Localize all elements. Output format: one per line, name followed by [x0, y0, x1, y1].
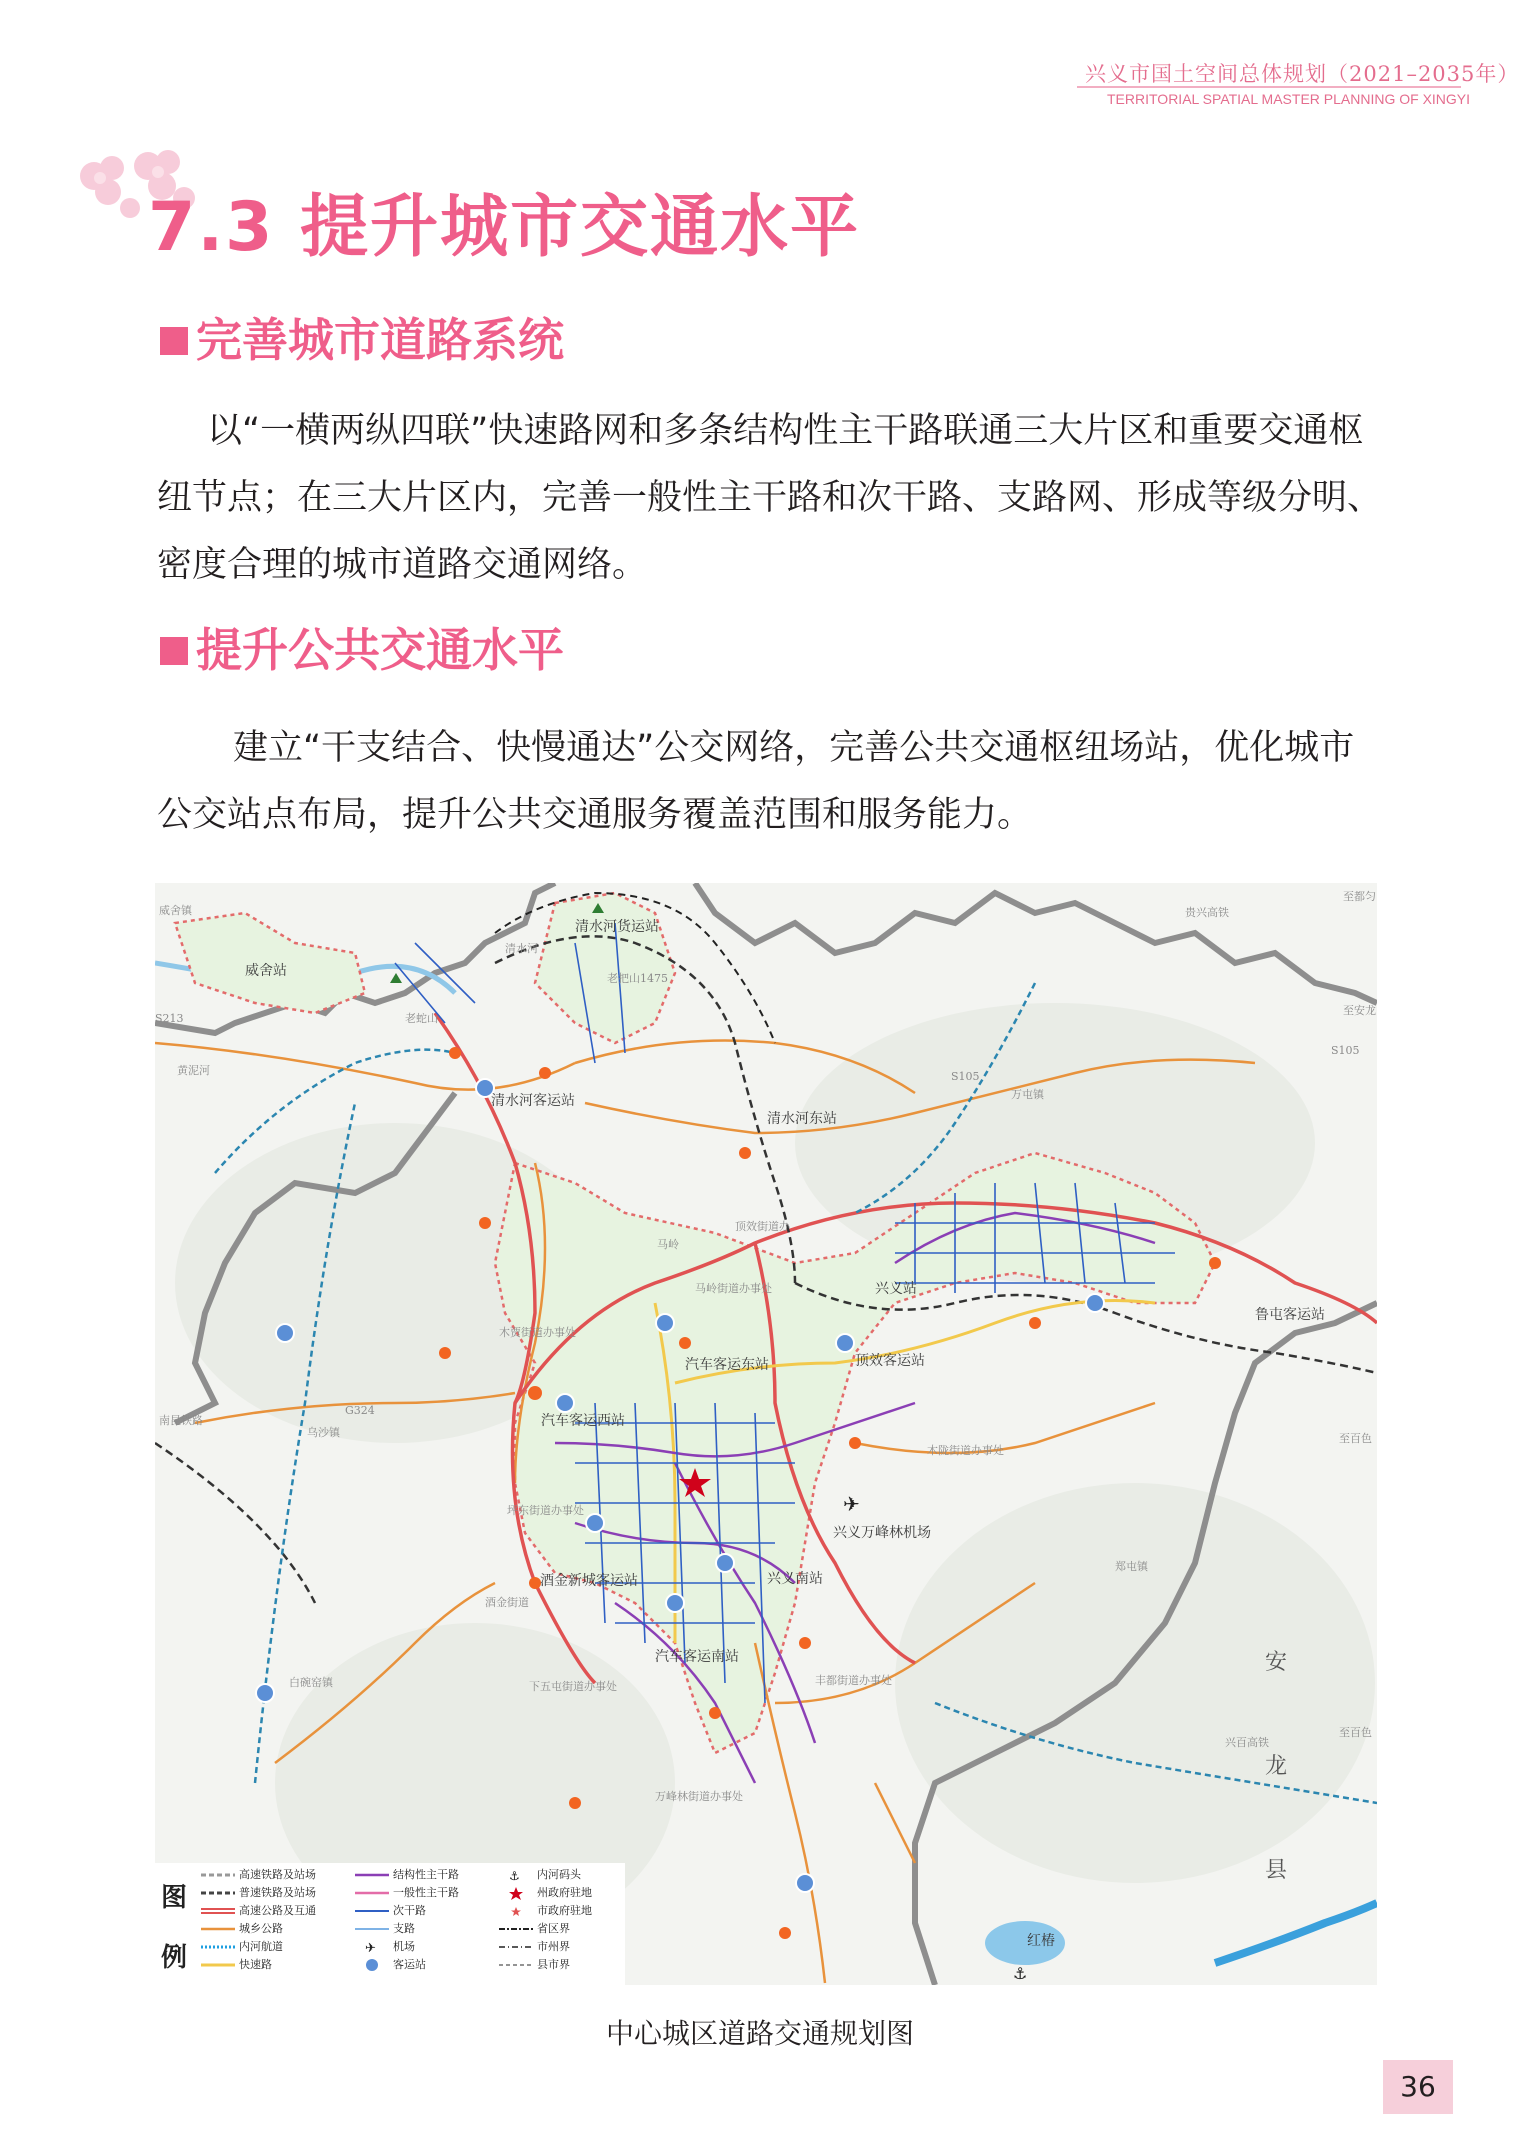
map-label: 鲁屯客运站: [1255, 1307, 1325, 1323]
prefecture-boundary-icon: [499, 1940, 533, 1954]
map-label: 丰都街道办事处: [815, 1674, 892, 1687]
map-label: 贵兴高铁: [1185, 906, 1229, 919]
province-boundary-icon: [499, 1922, 533, 1936]
map-label: 清水河东站: [767, 1111, 837, 1127]
map-label: G324: [345, 1404, 375, 1417]
map-label: 酒金新城客运站: [540, 1573, 638, 1589]
fast-road-icon: [201, 1958, 235, 1972]
header-rule: [1077, 86, 1461, 88]
map-label: 木陇街道办事处: [927, 1444, 1004, 1457]
road-traffic-plan-map: [155, 883, 1377, 1985]
header-subtitle: TERRITORIAL SPATIAL MASTER PLANNING OF XINGYI: [1107, 91, 1471, 107]
svg-text:⚓: ⚓: [509, 1869, 520, 1882]
heading-square-icon: [160, 637, 188, 665]
paragraph-roads: 以“一横两纵四联”快速路网和多条结构性主干路联通三大片区和重要交通枢纽节点；在三大片区内，完善一般性主干路和次干路、支路网、形成等级分明、密度合理的城市道路交通网络。: [157, 411, 1383, 585]
expressway-icon: [201, 1904, 235, 1918]
bus-station-icon: [355, 1958, 389, 1972]
map-label: 威舍镇: [159, 904, 192, 917]
town-road-icon: [201, 1922, 235, 1936]
map-label: 马岭街道办事处: [695, 1282, 772, 1295]
subsection-heading-text: 提升公共交通水平: [196, 623, 564, 677]
map-label: 酒金街道: [485, 1596, 529, 1609]
map-label: 老蛇山: [405, 1012, 438, 1025]
paragraph-transit: 建立“干支结合、快慢通达”公交网络，完善公共交通枢纽场站，优化城市公交站点布局，提升公共交通服务覆盖范围和服务能力。: [157, 728, 1355, 835]
map-label: S213: [155, 1012, 184, 1025]
map-label: 红椿: [1027, 1933, 1055, 1949]
map-label: 乌沙镇: [307, 1426, 340, 1439]
map-label: 至安龙: [1343, 1004, 1376, 1017]
map-label: 兴义站: [875, 1281, 917, 1297]
secondary-road-icon: [355, 1904, 389, 1918]
map-label: S105: [1331, 1044, 1360, 1057]
heading-square-icon: [160, 327, 188, 355]
map-legend: 图 例 高速铁路及站场 普速铁路及站场 高速公路及互通 城乡公路 内河航道 快速路 结构性主干路 一般性主干路 次干路 支路 ✈ 机场 客运站 ⚓ 内河码头 州政府驻地 市政府驻地 省区界 市州界 县市界: [155, 1863, 625, 1985]
subsection-heading-transit: [160, 620, 564, 680]
structural-arterial-icon: [355, 1868, 389, 1882]
map-label: S105: [951, 1070, 980, 1083]
map-label: 清水河货运站: [575, 919, 659, 935]
map-label: 至百色: [1339, 1432, 1372, 1445]
map-label: 坪东街道办事处: [507, 1504, 584, 1517]
map-label: 兴义南站: [767, 1571, 823, 1587]
map-label: 县: [1265, 1858, 1288, 1883]
map-label: 万屯镇: [1011, 1088, 1044, 1101]
svg-text:✈: ✈: [843, 1492, 860, 1516]
map-label: 至百色: [1339, 1726, 1372, 1739]
map-label: 清水河: [505, 942, 538, 955]
map-label: 至都匀: [1343, 890, 1376, 903]
map-label: 清水河客运站: [491, 1093, 575, 1109]
airport-icon: [355, 1940, 389, 1954]
map-label: 安: [1265, 1650, 1288, 1675]
county-boundary-icon: [499, 1958, 533, 1972]
map-label: 龙: [1265, 1754, 1288, 1779]
header-title: 兴义市国土空间总体规划（2021–2035年）: [1085, 62, 1520, 86]
anchor-icon: [499, 1868, 533, 1882]
section-title: 7.3 提升城市交通水平: [148, 188, 861, 267]
map-label: 万峰林街道办事处: [655, 1790, 743, 1803]
map-label: 汽车客运南站: [655, 1649, 739, 1665]
legend-title-char: 例: [161, 1943, 188, 1973]
map-label: 兴义万峰林机场: [833, 1525, 931, 1541]
general-arterial-icon: [355, 1886, 389, 1900]
map-caption: 中心城区道路交通规划图: [605, 2017, 914, 2050]
map-label: 老把山1475: [607, 972, 668, 985]
map-label: 白碗窑镇: [289, 1676, 333, 1689]
waterway-icon: [201, 1940, 235, 1954]
svg-text:⚓: ⚓: [1013, 1964, 1028, 1983]
map-label: 汽车客运东站: [685, 1357, 769, 1373]
map-label: 郑屯镇: [1115, 1560, 1148, 1573]
subsection-heading-roads: [160, 310, 564, 370]
railway-icon: [201, 1886, 235, 1900]
svg-text:✈: ✈: [365, 1941, 376, 1954]
map-label: 南昆铁路: [159, 1414, 203, 1427]
map-label: 木贾街道办事处: [499, 1326, 576, 1339]
legend-title-char: 图: [161, 1883, 188, 1913]
map-label: 黄泥河: [177, 1064, 210, 1077]
map-label: 马岭: [657, 1238, 679, 1251]
state-government-star-icon: [499, 1886, 533, 1900]
branch-road-icon: [355, 1922, 389, 1936]
high-speed-rail-icon: [201, 1868, 235, 1882]
city-government-star-icon: [499, 1904, 533, 1918]
page-number: 36: [1383, 2060, 1453, 2114]
map-label: 顶效街道办: [735, 1220, 790, 1233]
subsection-heading-text: 完善城市道路系统: [196, 313, 564, 367]
map-label: 下五屯街道办事处: [529, 1680, 617, 1693]
map-label: 汽车客运西站: [541, 1413, 625, 1429]
map-label: 威舍站: [245, 963, 287, 979]
map-label: 兴百高铁: [1225, 1736, 1269, 1749]
map-label: 顶效客运站: [855, 1353, 925, 1369]
